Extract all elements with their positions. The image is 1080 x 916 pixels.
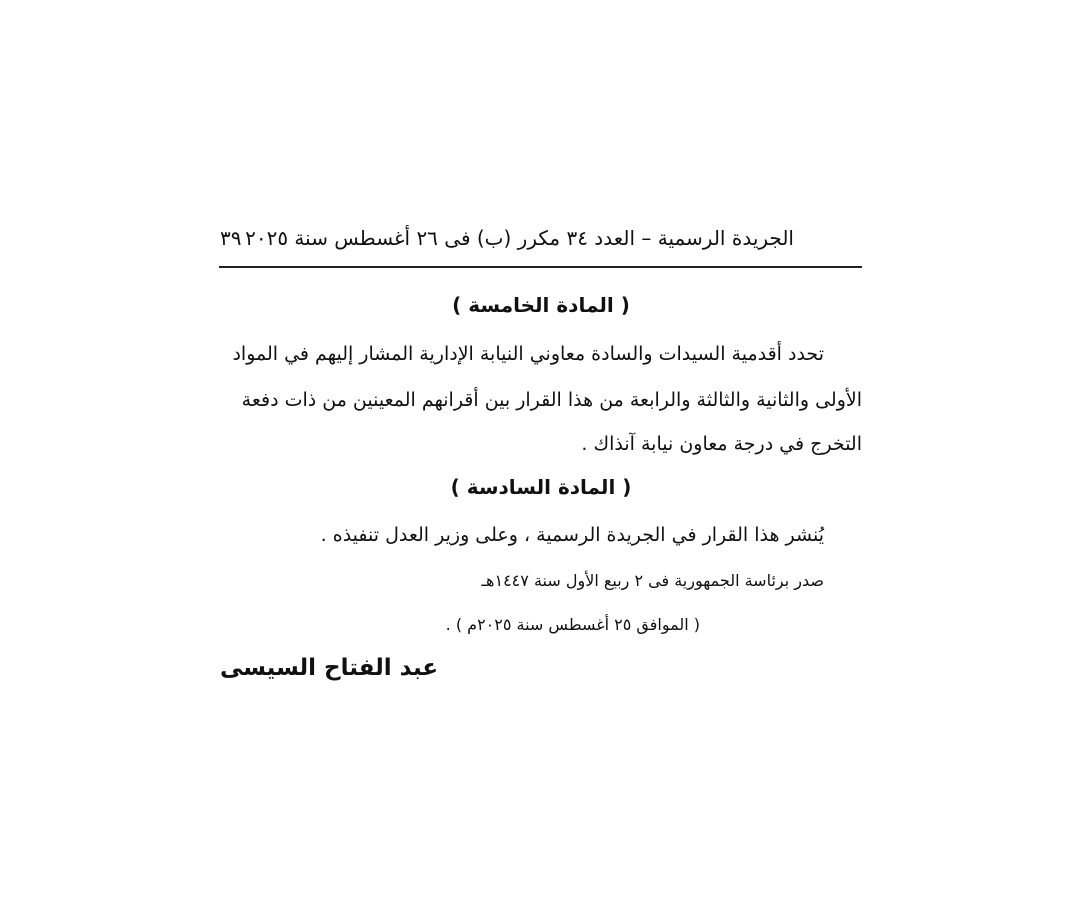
page-number: ٣٩: [220, 226, 242, 250]
corresponding-date: ( الموافق ٢٥ أغسطس سنة ٢٠٢٥م ) .: [445, 615, 700, 634]
article-5-heading: ( المادة الخامسة ): [452, 293, 630, 317]
article-6-heading: ( المادة السادسة ): [450, 475, 632, 499]
header-rule: [219, 266, 862, 268]
gazette-title: الجريدة الرسمية – العدد ٣٤ مكرر (ب) فى ٢٦ أغسطس سنة ٢٠٢٥: [245, 226, 794, 250]
article-5-line-1: تحدد أقدمية السيدات والسادة معاوني النيابة الإدارية المشار إليهم في المواد: [232, 343, 824, 365]
article-6-text: يُنشر هذا القرار في الجريدة الرسمية ، وعلى وزير العدل تنفيذه .: [320, 524, 824, 546]
page-header: [220, 224, 862, 254]
article-5-line-2: الأولى والثانية والثالثة والرابعة من هذا القرار بين أقرانهم المعينين من ذات دفعة: [241, 389, 862, 411]
issued-line: صدر برئاسة الجمهورية فى ٢ ربيع الأول سنة ١٤٤٧هـ: [481, 571, 824, 590]
article-5-line-3: التخرج في درجة معاون نيابة آنذاك .: [581, 433, 862, 455]
signature: عبد الفتاح السيسى: [220, 655, 439, 681]
